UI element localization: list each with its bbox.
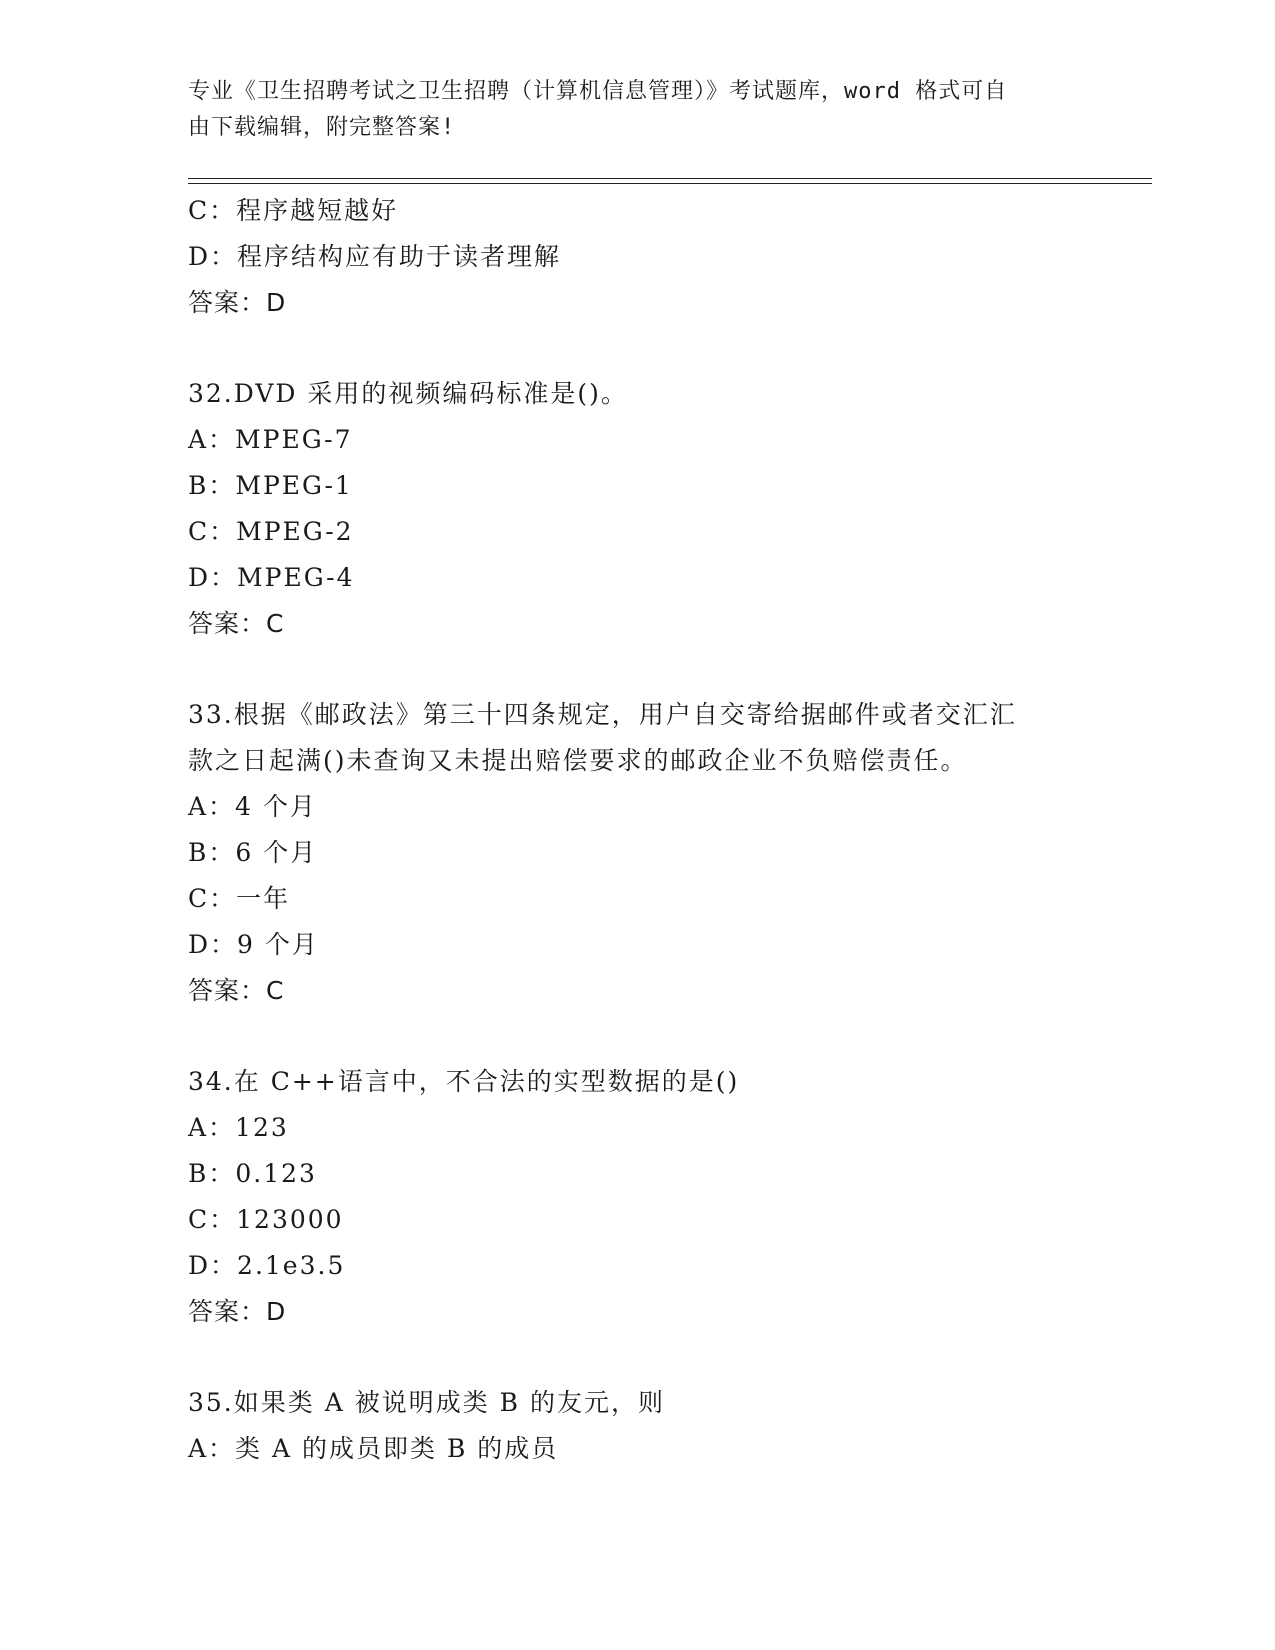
option-d: D：MPEG-4	[188, 563, 355, 592]
option-b: B：0.123	[188, 1159, 317, 1188]
option-c: C：程序越短越好	[188, 196, 399, 225]
question-33	[188, 692, 1152, 1014]
option-c: C：123000	[188, 1205, 344, 1234]
option-a: A：MPEG-7	[188, 425, 353, 454]
answer-line: 答案：C	[188, 976, 285, 1005]
option-d: D：9 个月	[188, 930, 319, 959]
question-list	[188, 188, 1152, 1472]
header-line-1: 专业《卫生招聘考试之卫生招聘（计算机信息管理）》考试题库，word 格式可自	[188, 79, 1008, 104]
option-a: A：类 A 的成员即类 B 的成员	[188, 1434, 559, 1463]
option-a: A：4 个月	[188, 792, 317, 821]
option-a: A：123	[188, 1113, 289, 1142]
option-c: C：一年	[188, 884, 291, 913]
question-stem-line-2: 款之日起满()未查询又未提出赔偿要求的邮政企业不负赔偿责任。	[188, 746, 968, 775]
question-32	[188, 371, 1152, 647]
option-d: D：2.1e3.5	[188, 1251, 346, 1280]
question-stem: 34.在 C++语言中，不合法的实型数据的是()	[188, 1067, 740, 1096]
option-d: D：程序结构应有助于读者理解	[188, 242, 562, 271]
question-35	[188, 1380, 1152, 1472]
header-divider-top	[188, 178, 1152, 179]
question-stem: 32.DVD 采用的视频编码标准是()。	[188, 379, 628, 408]
answer-line: 答案：D	[188, 288, 287, 317]
question-stem-line-1: 33.根据《邮政法》第三十四条规定，用户自交寄给据邮件或者交汇汇	[188, 700, 1017, 729]
document-header	[188, 74, 1068, 146]
option-b: B：6 个月	[188, 838, 318, 867]
answer-line: 答案：D	[188, 1297, 287, 1326]
answer-line: 答案：C	[188, 609, 285, 638]
option-b: B：MPEG-1	[188, 471, 353, 500]
header-line-2: 由下载编辑，附完整答案!	[188, 115, 456, 140]
question-34	[188, 1059, 1152, 1335]
option-c: C：MPEG-2	[188, 517, 354, 546]
partial-question	[188, 188, 1152, 326]
question-stem: 35.如果类 A 被说明成类 B 的友元，则	[188, 1388, 665, 1417]
header-divider-bottom	[188, 183, 1152, 184]
